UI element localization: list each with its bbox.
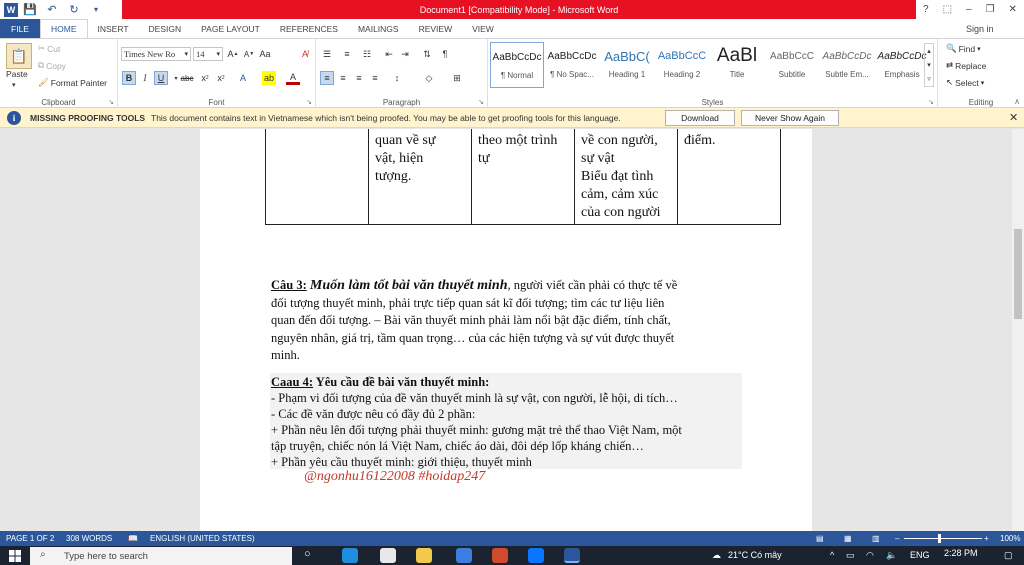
binoculars-icon: 🔍 [946, 43, 957, 53]
line-spacing-icon[interactable]: ↕ [394, 73, 400, 83]
paste-icon[interactable]: 📋 [6, 43, 32, 69]
clock[interactable]: 2:28 PM [944, 548, 978, 558]
print-layout-icon[interactable]: ▦ [844, 534, 852, 543]
styles-label: Styles [701, 98, 724, 107]
word-logo-icon: W [4, 3, 18, 17]
styles-launcher-icon[interactable]: ↘ [928, 99, 934, 106]
cau3-line: quan đến đối tượng. – Bài văn thuyết minh phải làm nổi bật đặc điểm, tính chất, [271, 313, 671, 327]
grow-font-icon[interactable]: A ▲ [227, 49, 239, 59]
copy-button[interactable]: ⧉ Copy [38, 60, 66, 71]
app-icon-red[interactable] [492, 548, 508, 563]
language-tray[interactable]: ENG [910, 550, 930, 560]
cau3-emphasis: Muốn làm tốt bài văn thuyết minh [309, 278, 508, 293]
word-taskbar-icon[interactable] [564, 548, 580, 563]
cau4-label: Caau 4: [271, 375, 314, 389]
styles-up-icon[interactable]: ▴ [927, 48, 931, 55]
web-layout-icon[interactable]: ▥ [872, 534, 880, 543]
document-area [0, 129, 1012, 531]
underline-dropdown-icon[interactable]: ▾ [174, 75, 178, 82]
cau3-line: minh. [271, 348, 300, 362]
cau4-heading-line [271, 374, 743, 390]
font-color-icon[interactable]: A [286, 71, 300, 85]
scrollbar-thumb[interactable] [1014, 229, 1022, 319]
font-launcher-icon[interactable]: ↘ [306, 99, 312, 106]
paste-button[interactable]: Paste [6, 69, 28, 79]
font-group [118, 39, 316, 109]
close-button[interactable]: ✕ [1008, 4, 1017, 15]
edge-icon[interactable] [342, 548, 358, 563]
notifications-icon[interactable]: ▢ [1004, 550, 1013, 560]
tab-references[interactable]: REFERENCES [279, 23, 338, 34]
editing-group [938, 39, 1024, 109]
replace-button[interactable]: ⇄ Replace [946, 60, 987, 71]
tab-view[interactable]: VIEW [472, 23, 494, 34]
strikethrough-icon[interactable]: abc [180, 73, 194, 83]
title-bar [0, 0, 1024, 19]
clear-formatting-icon[interactable]: A̸ [301, 49, 308, 59]
font-name-dropdown-icon[interactable]: ▾ [184, 50, 188, 58]
highlight-icon[interactable]: ab [263, 73, 274, 83]
table-row [266, 129, 781, 225]
cau3-label: Câu 3: [271, 278, 307, 292]
status-bar [0, 531, 1024, 546]
zoom-slider-thumb[interactable] [938, 534, 941, 543]
cau4-paragraph [271, 374, 743, 470]
editing-label: Editing [968, 98, 994, 107]
cau3-line: đối tượng thuyết minh, phải trực tiếp quan sát kĩ đối tượng; tìm các tư liệu liên [271, 295, 665, 310]
ribbon [0, 38, 1024, 108]
borders-icon[interactable]: ⊞ [453, 72, 461, 83]
download-button[interactable]: Download [665, 110, 735, 126]
find-button[interactable]: 🔍 Find ▾ [946, 43, 981, 54]
windows-start-icon[interactable] [0, 546, 30, 565]
document-table [265, 129, 781, 225]
bold-button[interactable]: B [122, 71, 136, 85]
superscript-icon[interactable]: x 2 [217, 73, 225, 83]
sign-in-link[interactable]: Sign in [966, 23, 994, 34]
increase-indent-icon[interactable]: ⇥ [401, 48, 409, 59]
ribbon-tabs [0, 19, 1024, 38]
document-page[interactable] [200, 129, 812, 531]
underline-button[interactable]: U [154, 71, 168, 85]
numbering-icon[interactable]: ≡ [344, 49, 350, 59]
search-icon: ⌕ [40, 549, 46, 560]
zoom-slider[interactable] [904, 538, 982, 539]
zoom-level[interactable]: 100% [1000, 534, 1021, 543]
shrink-font-icon[interactable]: A ▼ [243, 49, 255, 59]
quick-access-toolbar [0, 0, 122, 19]
paragraph-group [316, 39, 488, 109]
app-icon-blue[interactable] [456, 548, 472, 563]
tray-chevron-icon[interactable]: ^ [830, 550, 835, 560]
search-placeholder: Type here to search [64, 550, 148, 562]
paragraph-label: Paragraph [382, 98, 421, 107]
signature-text: @ngonhu16122008 #hoidap247 [304, 469, 486, 484]
cau4-line: + Phần yêu cầu thuyết minh: giới thiệu, thuyết minh [271, 455, 532, 469]
proofing-info-bar [0, 108, 1024, 128]
style-heading-2[interactable]: AaBbCcC Heading 2 [657, 50, 707, 79]
style-title[interactable]: AaBl Title [716, 45, 758, 79]
style-no-spacing[interactable]: AaBbCcDc ¶ No Spac... [547, 50, 597, 79]
sort-icon[interactable]: ⇅ [423, 48, 431, 59]
shading-icon[interactable]: ◇ [425, 72, 433, 83]
cau4-line: - Phạm vi đối tượng của đề văn thuyết minh là sự vật, con người, lễ hội, di tích… [271, 391, 678, 405]
table-cell[interactable]: quan về sự vật, hiện tượng. [369, 129, 472, 225]
redo-icon[interactable]: ↻ [69, 4, 79, 16]
language-indicator[interactable]: ENGLISH (UNITED STATES) [150, 534, 255, 543]
never-show-again-button[interactable]: Never Show Again [741, 110, 839, 126]
cursor-icon: ↖ [946, 77, 954, 87]
style-heading-1[interactable]: AaBbC( Heading 1 [604, 48, 650, 79]
styles-scroll[interactable] [924, 43, 934, 87]
store-icon[interactable] [380, 548, 396, 563]
read-mode-icon[interactable]: ▤ [816, 534, 824, 543]
task-view-icon[interactable]: ○ [304, 548, 311, 560]
style-emphasis[interactable]: AaBbCcDc Emphasis [877, 50, 927, 79]
tab-file[interactable]: FILE [0, 19, 40, 38]
decrease-indent-icon[interactable]: ⇤ [385, 48, 393, 59]
find-dropdown-icon: ▾ [977, 45, 981, 53]
copy-icon: ⧉ [38, 60, 45, 70]
info-icon: i [7, 111, 21, 125]
zoom-in-button[interactable]: + [984, 534, 989, 543]
change-case-icon[interactable]: Aa [259, 49, 271, 59]
customize-qat-icon[interactable]: ▾ [93, 5, 98, 14]
style-subtle-emphasis[interactable]: AaBbCcDc Subtle Em... [822, 50, 872, 79]
taskbar [0, 546, 1024, 565]
clipboard-label: Clipboard [41, 98, 76, 107]
vertical-scrollbar[interactable] [1012, 129, 1024, 531]
table-cell[interactable]: theo một trình tự [472, 129, 575, 225]
info-message: This document contains text in Vietnamese which isn't being proofed. You may be able to get proofing tools for this language. [151, 113, 621, 123]
volume-icon[interactable]: 🔈 [886, 550, 898, 560]
italic-button[interactable]: I [143, 73, 147, 83]
styles-group [488, 39, 938, 109]
close-info-bar-icon[interactable]: ✕ [1009, 112, 1019, 124]
justify-icon[interactable]: ≡ [372, 73, 378, 83]
cau4-heading: Yêu cầu đề bài văn thuyết minh: [313, 375, 490, 389]
align-right-icon[interactable]: ≡ [356, 73, 362, 83]
subscript-icon[interactable]: x 2 [201, 73, 209, 83]
align-left-icon[interactable]: ≡ [320, 71, 334, 85]
styles-more-icon[interactable]: ▿ [927, 76, 931, 83]
wifi-icon[interactable]: ◠ [866, 550, 874, 560]
show-marks-icon[interactable]: ¶ [442, 49, 448, 59]
word-count[interactable]: 308 WORDS [66, 534, 113, 543]
cau3-line: nguyên nhân, giá trị, tầm quan trọng… của các hiện tượng và sự vút được thuyết [271, 330, 675, 345]
multilevel-list-icon[interactable]: ☷ [362, 48, 372, 59]
scissors-icon: ✂ [38, 43, 46, 53]
file-explorer-icon[interactable] [416, 548, 432, 563]
network-icon[interactable]: ▭ [846, 550, 855, 560]
style-subtitle[interactable]: AaBbCcC Subtitle [770, 50, 814, 79]
page-count[interactable]: PAGE 1 OF 2 [6, 534, 55, 543]
tab-home[interactable]: HOME [40, 19, 88, 38]
select-dropdown-icon: ▾ [980, 79, 985, 87]
info-title: MISSING PROOFING TOOLS [30, 113, 146, 123]
cau4-line: + Phần nêu lên đối tượng phải thuyết minh: gương mặt trẻ thể thao Việt Nam, một [271, 423, 682, 437]
cau3-paragraph [271, 277, 743, 365]
font-size-dropdown-icon[interactable]: ▾ [216, 50, 220, 58]
table-cell[interactable] [266, 129, 369, 225]
font-size-box[interactable]: 14 ▾ [193, 47, 223, 61]
text-effects-icon[interactable]: A [239, 73, 246, 83]
proofing-icon[interactable]: 📖 [128, 534, 138, 543]
window-controls [916, 0, 1024, 19]
font-label: Font [208, 98, 225, 107]
zalo-icon[interactable] [528, 548, 544, 563]
font-name-box[interactable]: Times New Ro ▾ [121, 47, 191, 61]
tab-page-layout[interactable]: PAGE LAYOUT [201, 23, 260, 34]
taskbar-search-box[interactable] [30, 547, 292, 565]
weather-icon: ☁ [712, 550, 721, 560]
tab-insert[interactable]: INSERT [97, 23, 129, 34]
cau4-line: tập truyện, chiếc nón lá Việt Nam, chiếc áo dài, đôi dép lốp kháng chiến… [271, 439, 644, 453]
table-cell[interactable]: về con người, sự vật Biểu đạt tình cảm, cảm xúc của con người [575, 129, 678, 225]
style-normal[interactable]: AaBbCcDc ¶ Normal [490, 42, 544, 88]
cau4-line: - Các đề văn được nêu có đầy đủ 2 phần: [271, 407, 476, 421]
clipboard-launcher-icon[interactable]: ↘ [108, 99, 114, 106]
clipboard-group [0, 39, 118, 109]
weather-text[interactable]: 21°C Có mây [728, 550, 782, 560]
brush-icon: 🖌 [38, 77, 49, 87]
tab-design[interactable]: DESIGN [148, 23, 182, 34]
cut-button[interactable]: ✂ Cut [38, 43, 61, 54]
tab-mailings[interactable]: MAILINGS [357, 23, 399, 34]
undo-icon[interactable]: ↶ [47, 4, 57, 16]
save-icon[interactable]: 💾 [23, 4, 37, 16]
bullets-icon[interactable]: ☰ [322, 48, 332, 59]
table-cell[interactable]: điểm. [678, 129, 781, 225]
tab-review[interactable]: REVIEW [418, 23, 453, 34]
zoom-out-button[interactable]: – [895, 534, 900, 543]
help-button[interactable]: ? [923, 4, 929, 15]
restore-button[interactable]: ❐ [985, 4, 995, 15]
select-button[interactable]: ↖ Select ▾ [946, 77, 985, 88]
replace-icon: ⇄ [946, 60, 954, 70]
format-painter-button[interactable]: 🖌 Format Painter [38, 77, 108, 88]
align-center-icon[interactable]: ≡ [340, 73, 346, 83]
styles-down-icon[interactable]: ▾ [927, 62, 931, 69]
collapse-ribbon-icon[interactable]: ∧ [1014, 97, 1020, 106]
paragraph-launcher-icon[interactable]: ↘ [478, 99, 484, 106]
cau3-line: Câu 3: Muốn làm tốt bài văn thuyết minh, người viết cần phải có thực tế về [271, 278, 678, 293]
ribbon-display-options-icon[interactable]: ⬚ [942, 4, 953, 15]
paste-dropdown-icon[interactable]: ▾ [12, 82, 16, 89]
window-title: Document1 [Compatibility Mode] - Microsoft Word [122, 0, 916, 19]
minimize-button[interactable]: – [966, 4, 972, 15]
